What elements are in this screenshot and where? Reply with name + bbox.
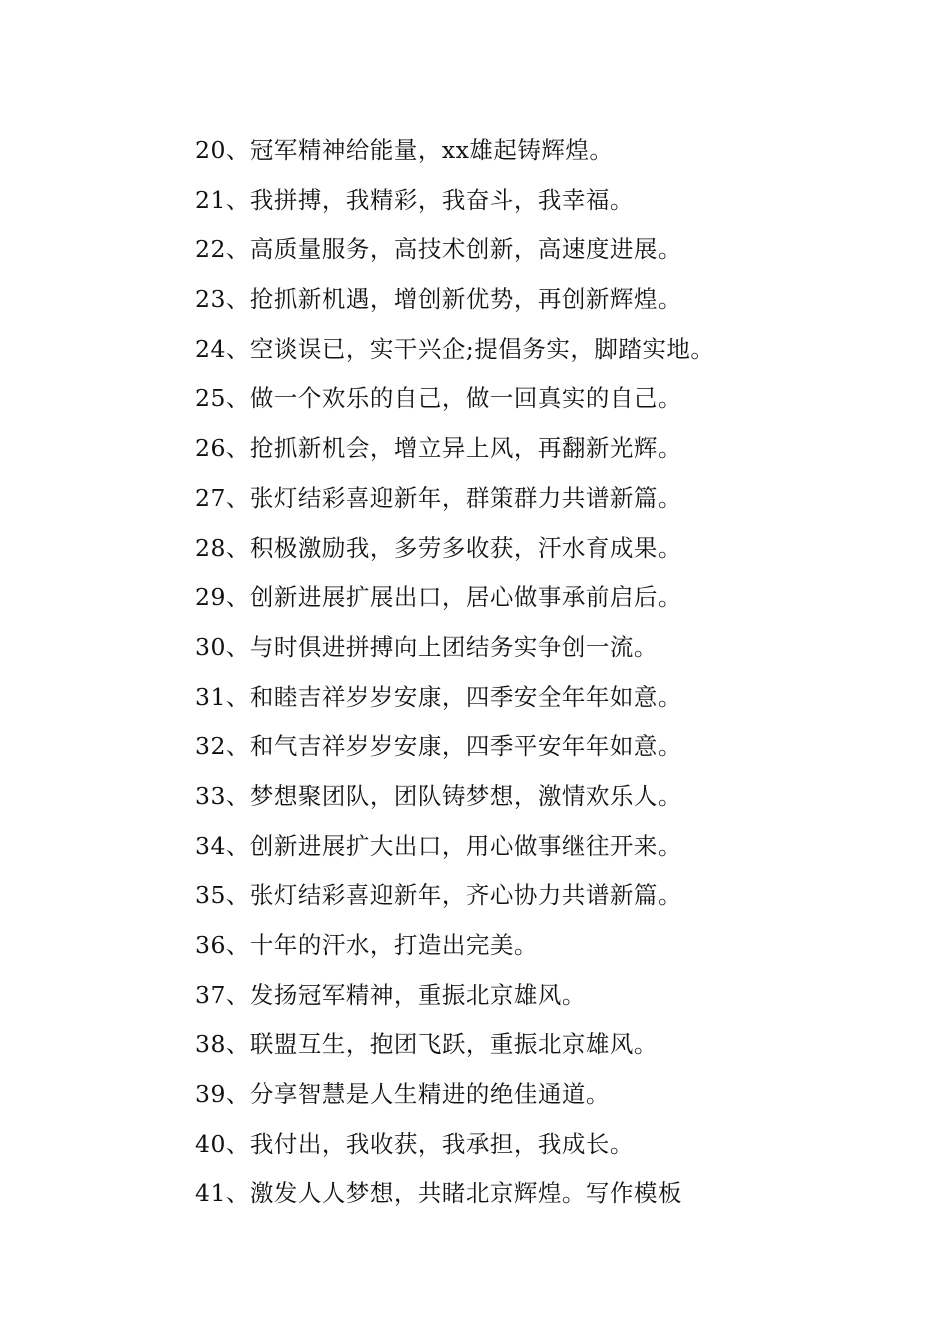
list-item: 28、积极激励我，多劳多收获，汗水育成果。 — [195, 533, 682, 562]
list-item: 38、联盟互生，抱团飞跃，重振北京雄风。 — [195, 1030, 658, 1059]
list-item: 29、创新进展扩展出口，居心做事承前启后。 — [195, 583, 682, 612]
list-item: 24、空谈误已，实干兴企;提倡务实，脚踏实地。 — [195, 334, 715, 363]
list-item: 37、发扬冠军精神，重振北京雄风。 — [195, 980, 586, 1009]
list-item: 30、与时俱进拼搏向上团结务实争创一流。 — [195, 632, 658, 661]
list-item: 23、抢抓新机遇，增创新优势，再创新辉煌。 — [195, 285, 682, 314]
list-item: 21、我拼搏，我精彩，我奋斗，我幸福。 — [195, 185, 634, 214]
list-item: 34、创新进展扩大出口，用心做事继往开来。 — [195, 831, 682, 860]
list-item: 32、和气吉祥岁岁安康，四季平安年年如意。 — [195, 732, 682, 761]
list-item: 25、做一个欢乐的自己，做一回真实的自己。 — [195, 384, 682, 413]
list-item: 36、十年的汗水，打造出完美。 — [195, 931, 538, 959]
slogan-list — [195, 130, 895, 1223]
list-item: 40、我付出，我收获，我承担，我成长。 — [195, 1129, 634, 1158]
list-item: 35、张灯结彩喜迎新年，齐心协力共谱新篇。 — [195, 881, 682, 910]
list-item: 26、抢抓新机会，增立异上风，再翻新光辉。 — [195, 434, 682, 463]
list-item: 39、分享智慧是人生精进的绝佳通道。 — [195, 1080, 610, 1109]
list-item: 20、冠军精神给能量，xx雄起铸辉煌。 — [195, 136, 614, 164]
list-item: 31、和睦吉祥岁岁安康，四季安全年年如意。 — [195, 682, 682, 711]
list-item: 27、张灯结彩喜迎新年，群策群力共谱新篇。 — [195, 483, 682, 512]
list-item: 22、高质量服务，高技术创新，高速度进展。 — [195, 235, 682, 264]
list-item: 33、梦想聚团队，团队铸梦想，激情欢乐人。 — [195, 781, 682, 810]
list-item: 41、激发人人梦想，共睹北京辉煌。写作模板 — [195, 1179, 682, 1208]
